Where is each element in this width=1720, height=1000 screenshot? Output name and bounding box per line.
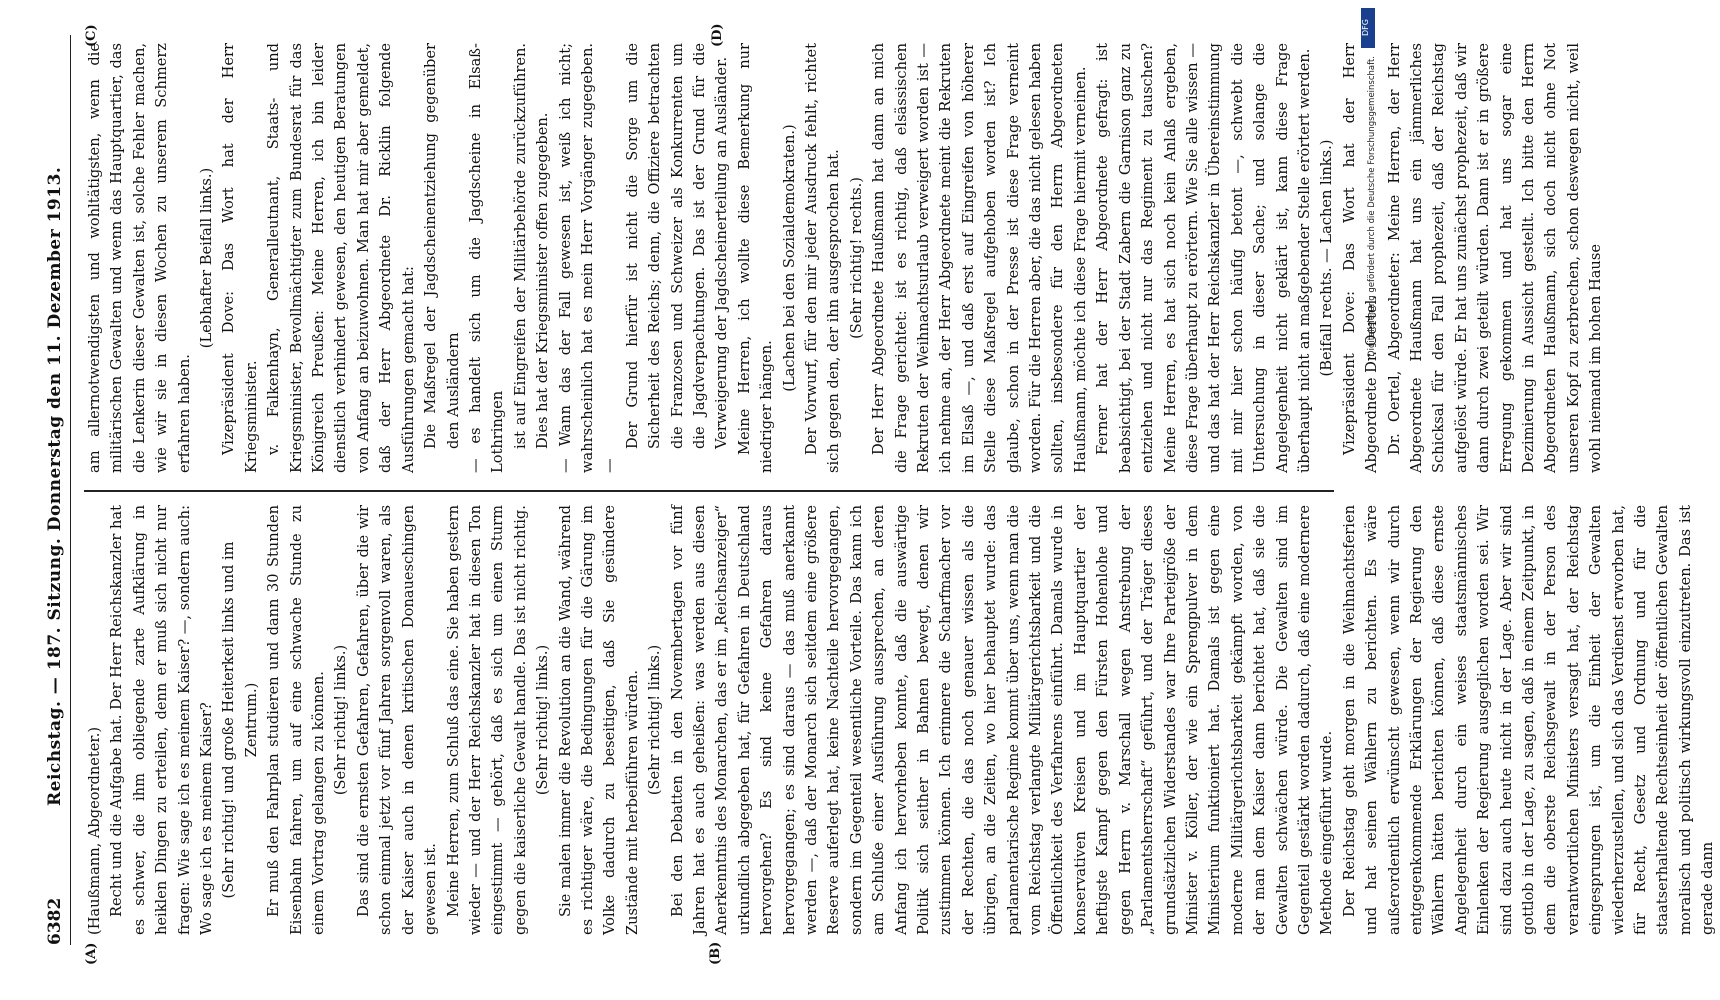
paragraph: Vizepräsident Dove: Das Wort hat der Herr Kriegsminister. <box>220 43 260 473</box>
paragraph: Recht und die Aufgabe hat. Der Herr Reichskanzler hat es schwer, die ihm obliegende zarte Aufklärung in heiklen Dingen zu erteilen, denn er muß sich nicht nur fragen: Wie sage ich es meinem Kaiser? —, sondern auch: Wo sage ich es meinem Kaiser? <box>108 505 216 935</box>
paragraph: Vizepräsident Dove: Das Wort hat der Herr Abgeordnete Dr. Oertel. <box>1340 43 1381 473</box>
paragraph: — es handelt sich um die Jagdscheine in Elsaß-Lothringen <box>466 43 507 473</box>
interjection: (Sehr richtig! links.) <box>534 644 552 796</box>
page-header <box>40 35 71 945</box>
margin-mark-d: (D) <box>710 23 725 47</box>
page-title: Reichstag. — 187. Sitzung. Donnerstag den 11. Dezember 1913. <box>45 166 65 806</box>
column-divider <box>84 491 1334 493</box>
paragraph: Das sind die ernsten Gefahren, Gefahren, über die wir schon einmal jetzt vor fünf Jahren sorgenvoll waren, als der Kaiser auch in denen kritischen Donaueschingen gewesen ist. <box>354 505 440 935</box>
paragraph: Er muß den Fahrplan studieren und dann 30 Stunden Eisenbahn fahren, um auf eine schwache Stunde zu einem Vortrag gelangen zu können. <box>265 505 328 935</box>
digitization-credit: Digitalisierung gefördert durch die Deutsche Forschungsgemeinschaft. <box>1367 56 1377 357</box>
interjection: (Sehr richtig! links.) <box>646 644 664 796</box>
paragraph: v. Falkenhayn, Generalleutnant, Staats- und Kriegsminister, Bevollmächtigter zum Bundesrat für das Königreich Preußen: Meine Herren, ich bin leider dienstlich verhindert gewesen, den heutigen Beratungen von Anfang an beizuwohnen. Man hat mir aber gemeldet, daß der Herr Abgeordnete Dr. Ricklin folgende Ausführungen gemacht hat: <box>265 43 417 473</box>
paragraph: Meine Herren, zum Schluß das eine. Sie haben gestern wieder — und der Herr Reichskanzler hat in diesen Ton eingestimmt — gehört, daß es sich um einen Sturm gegen die kaiserliche Gewalt handle. Das ist nicht richtig. <box>444 505 529 935</box>
paragraph: Sie malen immer die Revolution an die Wand, während es richtiger wäre, die Bedingungen für die Gärung im Volke dadurch zu beseitigen, daß Sie gesündere Zustände mit herbeiführen würden. <box>556 505 641 935</box>
paragraph: Meine Herren, ich wollte diese Bemerkung nur niedriger hängen. <box>735 43 776 473</box>
margin-mark-a: (A) <box>84 942 99 965</box>
quotation: Der Grund hierfür ist nicht die Sorge um die Sicherheit des Reichs; denn, die Offiziere betrachten die Franzosen und Schweizer als Konkurrenten um die Jagdverpachtungen. Das ist der Grund für die Verweigerung der Jagdscheinerteilung an Ausländer. <box>623 43 731 449</box>
speaker-continuation: (Haußmann, Abgeordneter.) <box>86 726 103 935</box>
paragraph: am allernotwendigsten und wohltätigsten, wenn die militärischen Gewalten und wenn das Hauptquartier, das die Lenkerin dieser Gewalten ist, solche Fehler machen, wie wir sie in diesen Wochen zu unserem Schmerz erfahren haben. <box>86 43 193 473</box>
paragraph: Der Reichstag geht morgen in die Weihnachtsferien und hat seinen Wählern zu berichten. Es wäre außerordentlich erwünscht gewesen, wenn wir durch entgegenkommende Erklärungen der Regierung den Wählern hätten berichten können, daß diese ernste Angelegenheit durch ein weises staatsmännisches Einlenken der Regierung ausgeglichen worden sei. Wir sind dazu auch heute nicht in der Lage. Aber wir sind gottlob in der Lage, zu sagen, daß in einem Zeitpunkt, in dem die oberste Reichsgewalt in der Person des verantwortlichen Ministers versagt hat, der Reichstag eingesprungen ist, um die Einheit der Gewalten wiederherzustellen, und sich das Verdienst erworben hat, für Recht, Gesetz und Ordnung und für die staatserhaltende Rechtseinheit der öffentlichen Gewalten moralisch und politisch wirkungsvoll einzutreten. Das ist gerade dann <box>1340 505 1717 935</box>
quotation: ist auf Eingreifen der Militärbehörde zurückzuführen. Dies hat der Kriegsminister offen zugegeben. <box>511 43 552 449</box>
interjection: (Sehr richtig! und große Heiterkeit links und im Zentrum.) <box>220 541 260 899</box>
interjection: (Beifall rechts. — Lachen links.) <box>1318 139 1336 377</box>
paragraph: Ferner hat der Herr Abgeordnete gefragt: ist beabsichtigt, bei der Stadt Zabern die Garnison ganz zu entziehen und nicht nur das Regiment zu tauschen? Meine Herren, es hat sich noch kein Anlaß ergeben, diese Frage überhaupt zu erörtern. Wie Sie alle wissen — und das hat der Herr Reichskanzler in Übereinstimmung mit mir hier schon häufig betont —, schwebt die Untersuchung in dieser Sache; und solange die Angelegenheit nicht geklärt ist, kann diese Frage überhaupt nicht an maßgebender Stelle erörtert werden. <box>1094 43 1313 473</box>
paragraph: Bei den Debatten in den Novembertagen vor fünf Jahren hat es auch geheißen: was werden aus diesen Anerkenntnis des Monarchen, das er im „Reichsanzeiger“ urkundlich abgegeben hat, für Gefahren in Deutschland hervorgehen? Es sind keine Gefahren daraus hervorgegangen; es sind daraus — das muß anerkannt werden —, daß der Monarch sich seitdem eine größere Reserve auferlegt hat, keine Nachteile hervorgegangen, sondern im Gegenteil wesentliche Vorteile. Das kann ich am Schluße einer Ausführung aussprechen, an deren Anfang ich hervorheben konnte, daß die auswärtige Politik sich seither in Bahnen bewegt, denen wir zustimmen können. Ich erinnere die Scharfmacher vor der Rechten, die das noch genauer wissen als die übrigen, an die Zeiten, wo hier behauptet wurde: das parlamentarische Regime kommt über uns, wenn man die vom Reichstag verlangte Militärgerichtsbarkeit und die Öffentlichkeit des Verfahrens einführt. Damals wurde in konservativen Kreisen und im Hauptquartier der heftigste Kampf gegen den Fürsten Hohenlohe und gegen Herrn v. Marschall wegen Anstrebung der „Parlamentsherrschaft“ geführt, und der Träger dieses grundsätzlichen Widerstandes war Ihre Parteigröße der Minister v. Köller, der wie ein Sprengpulver in dem Ministerium funktioniert hat. Damals ist gegen eine moderne Militärgerichtsbarkeit gekämpft worden, von der man dem Kaiser dann berichtet hat, daß sie die Gewalten schwächen würde. Die Gewalten sind im Gegenteil gestärkt worden dadurch, daß eine modernere Methode eingeführt wurde. <box>668 505 1336 935</box>
paragraph: Der Herr Abgeordnete Haußmann hat dann an mich die Frage gerichtet: ist es richtig, daß elsässischen Rekruten der Weihnachtsurlaub verweigert worden ist — ich nehme an, der Herr Abgeordnete meint die Rekruten im Elsaß —, und daß erst auf Eingreifen von höherer Stelle diese Maßregel aufgehoben worden ist? Ich glaube, schon in der Presse ist diese Frage verneint worden. Für die Herren aber, die das nicht gelesen haben sollten, insbesondere für den Herrn Abgeordneten Haußmann, möchte ich diese Frage hiermit verneinen. <box>870 43 1089 473</box>
interjection: (Sehr richtig! rechts.) <box>847 177 865 339</box>
paragraph: Dr. Oertel, Abgeordneter: Meine Herren, der Herr Abgeordnete Haußmann hat uns ein jämmerliches Schicksal für den Fall prophezeit, daß der Reichstag aufgelöst würde. Er hat uns zunächst prophezeit, daß wir dann durch zwei geteilt würden. Dann ist er in größere Erregung gekommen und hat uns sogar eine Dezimierung in Aussicht gestellt. Ich bitte den Herrn Abgeordneten Haußmann, sich doch nicht ohne Not unseren Kopf zu zerbrechen, schon deswegen nicht, weil wohl niemand im hohen Hause <box>1385 43 1605 473</box>
quotation: Die Maßregel der Jagdscheinentziehung gegenüber den Ausländern <box>422 43 462 449</box>
margin-mark-c: (C) <box>84 24 99 47</box>
interjection: (Lebhafter Beifall links.) <box>198 167 216 349</box>
dfg-logo: DFG <box>1361 8 1375 48</box>
interjection: (Lachen bei den Sozialdemokraten.) <box>780 124 798 392</box>
paragraph: — Wann das der Fall gewesen ist, weiß ich nicht; wahrscheinlich hat es mein Herr Vorgänger zugegeben. — <box>556 43 619 473</box>
margin-mark-b: (B) <box>708 941 723 965</box>
page-number: 6382 <box>45 897 65 945</box>
left-column <box>84 505 1717 935</box>
interjection: (Sehr richtig! links.) <box>332 644 350 796</box>
paragraph: Der Vorwurf, für den mir jeder Ausdruck fehlt, richtet sich gegen den, der ihn ausgesprochen hat. <box>803 43 843 473</box>
